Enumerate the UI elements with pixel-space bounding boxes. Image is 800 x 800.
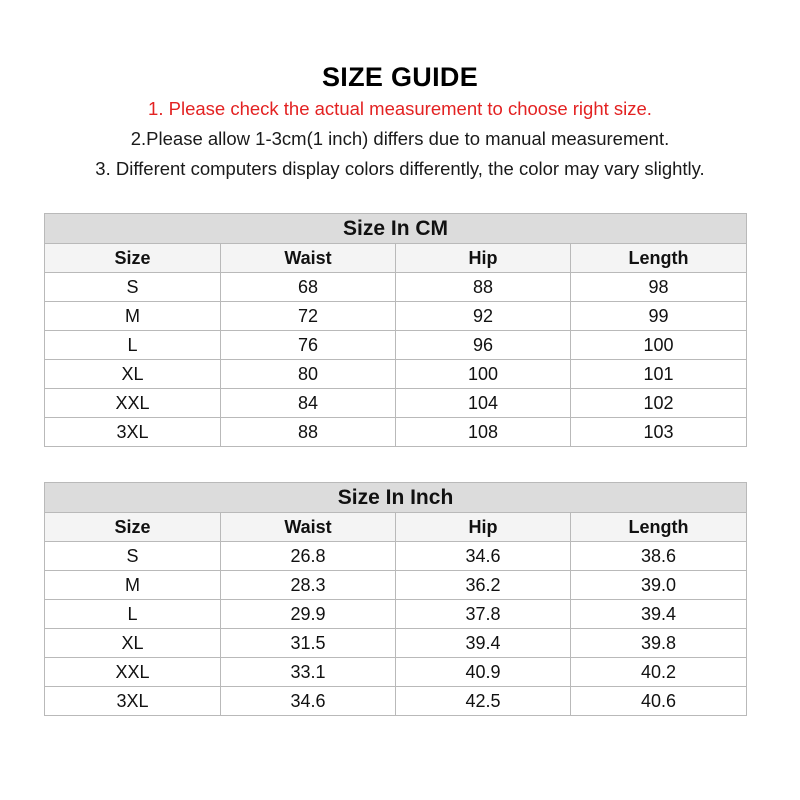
column-header-length: Length bbox=[571, 244, 747, 273]
table-row bbox=[45, 418, 747, 447]
column-header-hip: Hip bbox=[396, 513, 571, 542]
table-header-row bbox=[45, 244, 747, 273]
column-header-size: Size bbox=[45, 244, 221, 273]
size-table-cm bbox=[44, 213, 747, 447]
cell-length: 39.4 bbox=[571, 600, 747, 629]
cell-hip: 36.2 bbox=[396, 571, 571, 600]
cell-length: 101 bbox=[571, 360, 747, 389]
cell-size: S bbox=[45, 273, 221, 302]
cell-waist: 88 bbox=[221, 418, 396, 447]
table-row bbox=[45, 571, 747, 600]
table-caption-row bbox=[45, 483, 747, 513]
cell-waist: 28.3 bbox=[221, 571, 396, 600]
cell-size: L bbox=[45, 600, 221, 629]
page-title: SIZE GUIDE bbox=[321, 62, 479, 92]
cell-waist: 34.6 bbox=[221, 687, 396, 716]
table-header-row bbox=[45, 513, 747, 542]
cell-size: M bbox=[45, 571, 221, 600]
cell-waist: 29.9 bbox=[221, 600, 396, 629]
cell-length: 39.0 bbox=[571, 571, 747, 600]
cell-size: M bbox=[45, 302, 221, 331]
cell-waist: 72 bbox=[221, 302, 396, 331]
cell-waist: 33.1 bbox=[221, 658, 396, 687]
table-row bbox=[45, 273, 747, 302]
table-row bbox=[45, 687, 747, 716]
cell-waist: 84 bbox=[221, 389, 396, 418]
cell-length: 98 bbox=[571, 273, 747, 302]
cell-length: 103 bbox=[571, 418, 747, 447]
table-row bbox=[45, 302, 747, 331]
table-caption: Size In CM bbox=[45, 214, 747, 244]
table-row bbox=[45, 629, 747, 658]
cell-size: XXL bbox=[45, 389, 221, 418]
table-row bbox=[45, 360, 747, 389]
cell-hip: 108 bbox=[396, 418, 571, 447]
cell-waist: 68 bbox=[221, 273, 396, 302]
table-row bbox=[45, 331, 747, 360]
cell-size: XXL bbox=[45, 658, 221, 687]
column-header-waist: Waist bbox=[221, 244, 396, 273]
cell-hip: 96 bbox=[396, 331, 571, 360]
table-row bbox=[45, 389, 747, 418]
size-table-inch bbox=[44, 482, 747, 716]
cell-hip: 40.9 bbox=[396, 658, 571, 687]
cell-hip: 37.8 bbox=[396, 600, 571, 629]
cell-hip: 92 bbox=[396, 302, 571, 331]
cell-size: XL bbox=[45, 629, 221, 658]
cell-hip: 88 bbox=[396, 273, 571, 302]
column-header-waist: Waist bbox=[221, 513, 396, 542]
column-header-size: Size bbox=[45, 513, 221, 542]
note-measurement-tolerance: 2.Please allow 1-3cm(1 inch) differs due to manual measurement. bbox=[130, 128, 670, 149]
cell-length: 40.6 bbox=[571, 687, 747, 716]
cell-hip: 34.6 bbox=[396, 542, 571, 571]
cell-size: 3XL bbox=[45, 687, 221, 716]
cell-waist: 31.5 bbox=[221, 629, 396, 658]
column-header-hip: Hip bbox=[396, 244, 571, 273]
note-choose-size: 1. Please check the actual measurement to choose right size. bbox=[148, 98, 652, 119]
note-color-variance: 3. Different computers display colors differently, the color may vary slightly. bbox=[95, 158, 705, 179]
cell-waist: 26.8 bbox=[221, 542, 396, 571]
cell-size: XL bbox=[45, 360, 221, 389]
cell-length: 102 bbox=[571, 389, 747, 418]
cell-waist: 76 bbox=[221, 331, 396, 360]
column-header-length: Length bbox=[571, 513, 747, 542]
cell-length: 100 bbox=[571, 331, 747, 360]
table-caption-row bbox=[45, 214, 747, 244]
cell-size: S bbox=[45, 542, 221, 571]
cell-hip: 104 bbox=[396, 389, 571, 418]
table-caption: Size In Inch bbox=[45, 483, 747, 513]
cell-length: 99 bbox=[571, 302, 747, 331]
cell-length: 40.2 bbox=[571, 658, 747, 687]
cell-hip: 100 bbox=[396, 360, 571, 389]
cell-size: L bbox=[45, 331, 221, 360]
table-row bbox=[45, 542, 747, 571]
cell-length: 38.6 bbox=[571, 542, 747, 571]
cell-hip: 42.5 bbox=[396, 687, 571, 716]
cell-size: 3XL bbox=[45, 418, 221, 447]
table-row bbox=[45, 600, 747, 629]
cell-hip: 39.4 bbox=[396, 629, 571, 658]
cell-waist: 80 bbox=[221, 360, 396, 389]
cell-length: 39.8 bbox=[571, 629, 747, 658]
table-row bbox=[45, 658, 747, 687]
